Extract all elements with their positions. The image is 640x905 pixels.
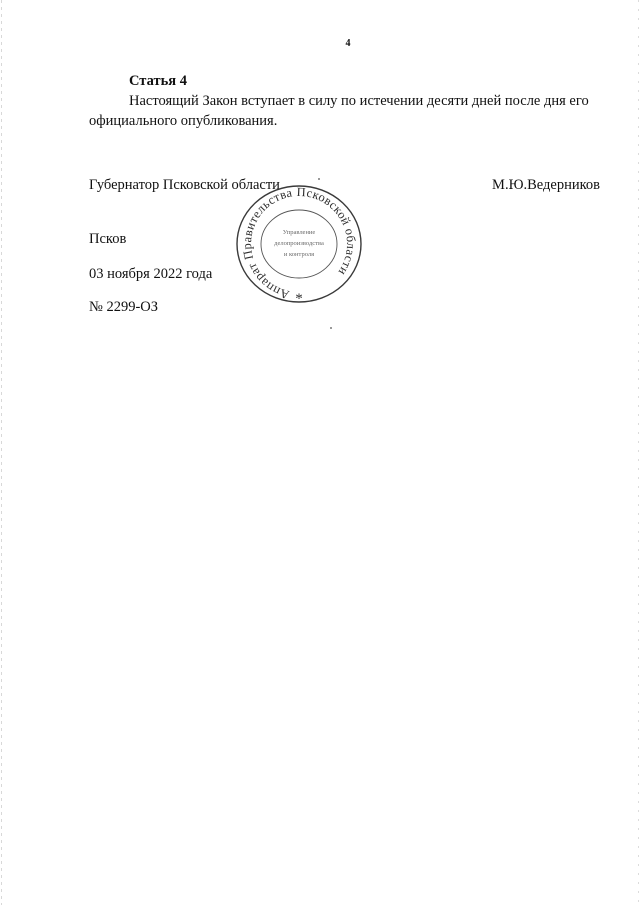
- article-body-line-2: официального опубликования.: [89, 113, 278, 129]
- article-title: Статья 4: [129, 73, 187, 89]
- signing-date: 03 ноября 2022 года: [89, 266, 213, 282]
- seal-ring-text: Аппарат Правительства Псковской области: [239, 184, 359, 302]
- scan-edge-right: [638, 0, 639, 905]
- scan-speck: [318, 178, 320, 180]
- seal-star-icon: *: [295, 291, 303, 307]
- signer-name: М.Ю.Ведерников: [492, 177, 600, 193]
- article-body-line-1: Настоящий Закон вступает в силу по истечении десяти дней после дня его: [129, 93, 589, 109]
- seal-center-line-3: и контроля: [283, 251, 315, 258]
- official-seal: [232, 184, 366, 308]
- article-body: [89, 91, 609, 131]
- signer-title: Губернатор Псковской области: [89, 177, 280, 193]
- page-number: 4: [345, 38, 351, 49]
- law-number: № 2299-ОЗ: [89, 299, 159, 315]
- scan-edge-left: [1, 0, 2, 905]
- scan-speck: [330, 327, 332, 329]
- seal-center-line-2: делопроизводства: [274, 240, 324, 247]
- seal-center-line-1: Управление: [282, 229, 316, 236]
- place-of-signing: Псков: [89, 231, 127, 247]
